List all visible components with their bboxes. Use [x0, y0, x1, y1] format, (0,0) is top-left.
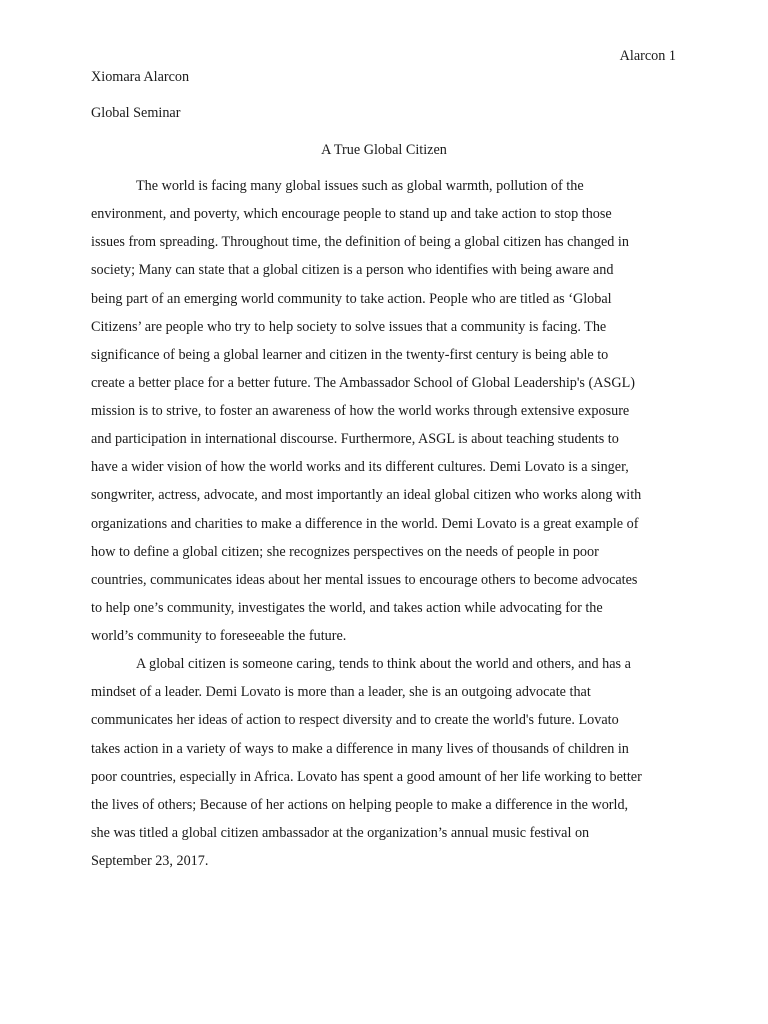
paragraph-line: society; Many can state that a global citizen is a person who identifies with being aware and [91, 262, 614, 278]
paragraph-line: countries, communicates ideas about her mental issues to encourage others to become advocates [91, 572, 638, 588]
paragraph-line: Citizens’ are people who try to help society to solve issues that a community is facing. The [91, 319, 607, 335]
paragraph-line: The world is facing many global issues such as global warmth, pollution of the [136, 178, 584, 194]
paragraph-line: being part of an emerging world community to take action. People who are titled as ‘Global [91, 291, 612, 307]
paragraph-line: issues from spreading. Throughout time, the definition of being a global citizen has changed in [91, 234, 629, 250]
paragraph-line: world’s community to foreseeable the future. [91, 628, 347, 644]
paragraph-line: mission is to strive, to foster an awareness of how the world works through extensive exposure [91, 403, 630, 419]
paragraph-line: takes action in a variety of ways to make a difference in many lives of thousands of children in [91, 741, 629, 757]
paragraph-line: communicates her ideas of action to respect diversity and to create the world's future. Lovato [91, 712, 619, 728]
paragraph-line: create a better place for a better future. The Ambassador School of Global Leadership's (ASGL) [91, 375, 635, 391]
paragraph-line: environment, and poverty, which encourage people to stand up and take action to stop those [91, 206, 612, 222]
paragraph-line: A global citizen is someone caring, tends to think about the world and others, and has a [136, 656, 631, 672]
paragraph-line: to help one’s community, investigates the world, and takes action while advocating for the [91, 600, 603, 616]
paragraph-line: mindset of a leader. Demi Lovato is more than a leader, she is an outgoing advocate that [91, 684, 591, 700]
running-head: Alarcon 1 [619, 48, 676, 64]
paragraph-line: the lives of others; Because of her actions on helping people to make a difference in the world, [91, 797, 629, 813]
paragraph-line: and participation in international discourse. Furthermore, ASGL is about teaching students to [91, 431, 619, 447]
paragraph-line: she was titled a global citizen ambassador at the organization’s annual music festival on [91, 825, 590, 841]
paragraph-line: September 23, 2017. [91, 853, 209, 869]
paragraph-line: songwriter, actress, advocate, and most importantly an ideal global citizen who works along with [91, 487, 642, 503]
course-name: Global Seminar [91, 105, 181, 121]
paragraph-line: have a wider vision of how the world works and its different cultures. Demi Lovato is a singer, [91, 459, 629, 475]
paragraph-line: how to define a global citizen; she recognizes perspectives on the needs of people in poor [91, 544, 599, 560]
paragraph-line: significance of being a global learner and citizen in the twenty-first century is being able to [91, 347, 609, 363]
document-title: A True Global Citizen [321, 142, 447, 158]
paragraph-line: poor countries, especially in Africa. Lovato has spent a good amount of her life working to better [91, 769, 642, 785]
paragraph-line: organizations and charities to make a difference in the world. Demi Lovato is a great example of [91, 516, 639, 532]
author-name: Xiomara Alarcon [91, 69, 190, 85]
